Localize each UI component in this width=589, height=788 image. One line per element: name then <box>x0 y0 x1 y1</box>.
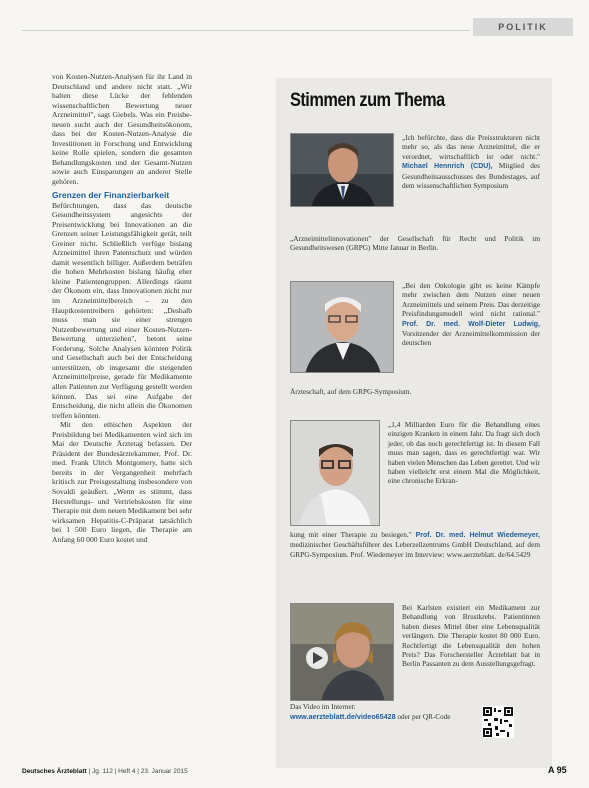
footer-journal: Deutsches Ärzteblatt <box>22 768 87 775</box>
quote-3-body: „1,4 Milliarden Euro für die Behandlung eines einzigen Kranken in einem Jahr. Da fragt sich doch jeder, ob das noch gerechtfertigt ist. In diesem Fall muss man sagen, dass es gerechtfertigt war. Wir haben vielen Menschen das Leben gerettet. Und wir haben vielleicht erst einem Mal die Möglichkeit, eine chronische Erkran- <box>388 420 540 486</box>
quote-2-body: „Bei den Onkologie gibt es keine Kämpfe mehr zwischen dem Nutzen einer neuen Arzneimittels und seinem Preis. Das derzeitige Preisfindungsmodell wird nicht rational." <box>402 281 540 319</box>
qr-code-icon[interactable] <box>482 706 514 738</box>
quote-3-text <box>388 420 540 486</box>
quote-1-text <box>402 133 540 190</box>
video-caption-suffix: oder per QR-Code <box>397 713 451 721</box>
quotes-box <box>276 78 552 768</box>
quote-2-tail: Ärzteschaft, auf dem GRPG-Symposium. <box>290 387 412 396</box>
quote-3-tail-text: kung mit einer Therapie zu besiegen." <box>290 530 412 539</box>
article-paragraph: Befürchtungen, dass das deutsche Gesundheitssystem angesichts der Preisentwicklung bei Innovationen an die Grenzen seiner Leistungsfähigkeit gerät, teilt Greiner nicht. Schließlich verfüge bislang Arzneimittel ihren Patentschutz und würden damit wesentlich billiger. Außerdem beträfen die hohen Mehrkosten bislang häufig eher kleine Patientengruppen. Allerdings räumt der Ökonom ein, dass Innovationen nicht nur im Arzneimittelbereich – zu den Hauptkostentreibern gehörten: „Deshalb muss man sie einer strengen Nutzenbewertung und einer Kosten-Nutzen-Bewertung unterziehen", betont seine Forderung. Solche Analysen könnten Politik und Gesellschaft auch bei der Entscheidung unterstützen, ob insgesamt die steigenden Arzneimittelpreise, gerade für Medikamente allen Patienten zur Verfügung gestellt werden können. Das sei eine Aufgabe der Entscheidung, die nicht allein die Ökonomen treffen könnten. <box>52 200 192 420</box>
video-thumbnail[interactable] <box>290 603 394 701</box>
article-subheading: Grenzen der Finanzierbarkeit <box>52 189 170 200</box>
article-paragraph: Mit den ethischen Aspekten der Preisbildung bei Medikamenten wird sich im Mai der Deutsche Ärztetag befassen. Der Präsident der Bundesärztekammer, Prof. Dr. med. Frank Ulrich Montgomery, hatte sich bereits in der Vergangenheit mehrfach kritisch zur Preisgestaltung insbesondere von Sovaldi geäußert. „Wenn es stimmt, dass Herstellungs- und Vertriebskosten für eine Therapie mit dem neuen Medikament bei sehr wirksamen Hepatitis-C-Präparat tatsächlich bei 1 500 Euro liegen, die Therapie am Anfang 60 000 Euro kostet und <box>52 420 192 544</box>
header-rule <box>22 30 470 31</box>
video-quote-body: Bei Karlsten existiert ein Medikament zur Behandlung von Brustkrebs. Patientinnen haben dieses Mittel über eine Lebensqualität verlängern. Die Therapie kostet 80 000 Euro. Rechtfertigt die Lebensqualität den hohen Preis? Das Forschersteller Ärzteblatt hat in Berlin Passanten zu dem Ausstellungsgefragt. <box>402 603 540 669</box>
quote-2-speaker: Prof. Dr. med. Wolf-Dieter Ludwig, <box>402 320 540 328</box>
video-link[interactable]: www.aerzteblatt.de/video65428 <box>290 712 396 721</box>
video-caption <box>290 703 450 722</box>
video-caption-label: Das Video im Internet: <box>290 703 356 711</box>
section-label: POLITIK <box>473 18 573 36</box>
portrait-photo-ludwig <box>290 281 394 373</box>
quote-3-role: medizinischer Geschäftsführer des Leberzellzentrums GmbH Deutschland, auf dem GRPG-Symposium. Prof. Wiedemeyer im Interview: www.aerzteblatt. <box>290 540 540 559</box>
quote-1-speaker: Michael Hennrich (CDU), <box>402 163 493 171</box>
quote-3-tail <box>290 530 540 559</box>
portrait-photo-hennrich <box>290 133 394 207</box>
article-paragraph: von Kosten-Nutzen-Analysen für ihr Land in Deutschland und andere nicht statt. „Wir halten diese Lücke der fehlenden wissenschaftlichen Bewertung neuer Arzneimittel", sagt Giebels. Was ein Preisbe- neuen sucht auch der Gesundheitsökonom, dass bei der Kosten-Nutzen-Analyse die Investitionen in Forschung und Entwicklung keine Rolle spielen, sondern die gesamten Behandlungskosten und der Gesamt-Nutzen sowie auch Einsparungen an anderer Stelle gehören. <box>52 72 192 187</box>
quote-2-role: Vorsitzender der Arzneimittelkommission der deutschen <box>402 329 540 348</box>
portrait-photo-wiedemeyer <box>290 420 380 526</box>
box-title: Stimmen zum Thema <box>290 90 445 111</box>
quote-1-role: Mitglied des Gesundheitsausschusses des Bundestages, auf dem wissenschaftlichen Symposium <box>402 161 540 191</box>
quote-3-speaker: Prof. Dr. med. Helmut Wiedemeyer, <box>415 532 540 539</box>
quote-1-tail: „Arzneimittelinnovationen" der Gesellschaft für Recht und Politik im Gesundheitswesen (GRPG) Mitte Januar in Berlin. <box>290 234 540 253</box>
quote-2-text <box>402 281 540 348</box>
article-column <box>52 72 192 762</box>
page-footer: Deutsches Ärzteblatt | Jg. 112 | Heft 4 | 23. Januar 2015 <box>22 768 188 775</box>
footer-issue: Jg. 112 | Heft 4 | 23. Januar 2015 <box>91 768 188 775</box>
quote-3-role-end: de/64.5429 <box>497 549 531 559</box>
page-number: A 95 <box>548 765 567 775</box>
video-quote-text <box>402 603 540 669</box>
quote-1-body: „Ich befürchte, dass die Preisstrukturen nicht mehr so, als das neue Arzneimittel, die er verordnet, wirtschaftlich ist oder nicht." <box>402 133 540 161</box>
